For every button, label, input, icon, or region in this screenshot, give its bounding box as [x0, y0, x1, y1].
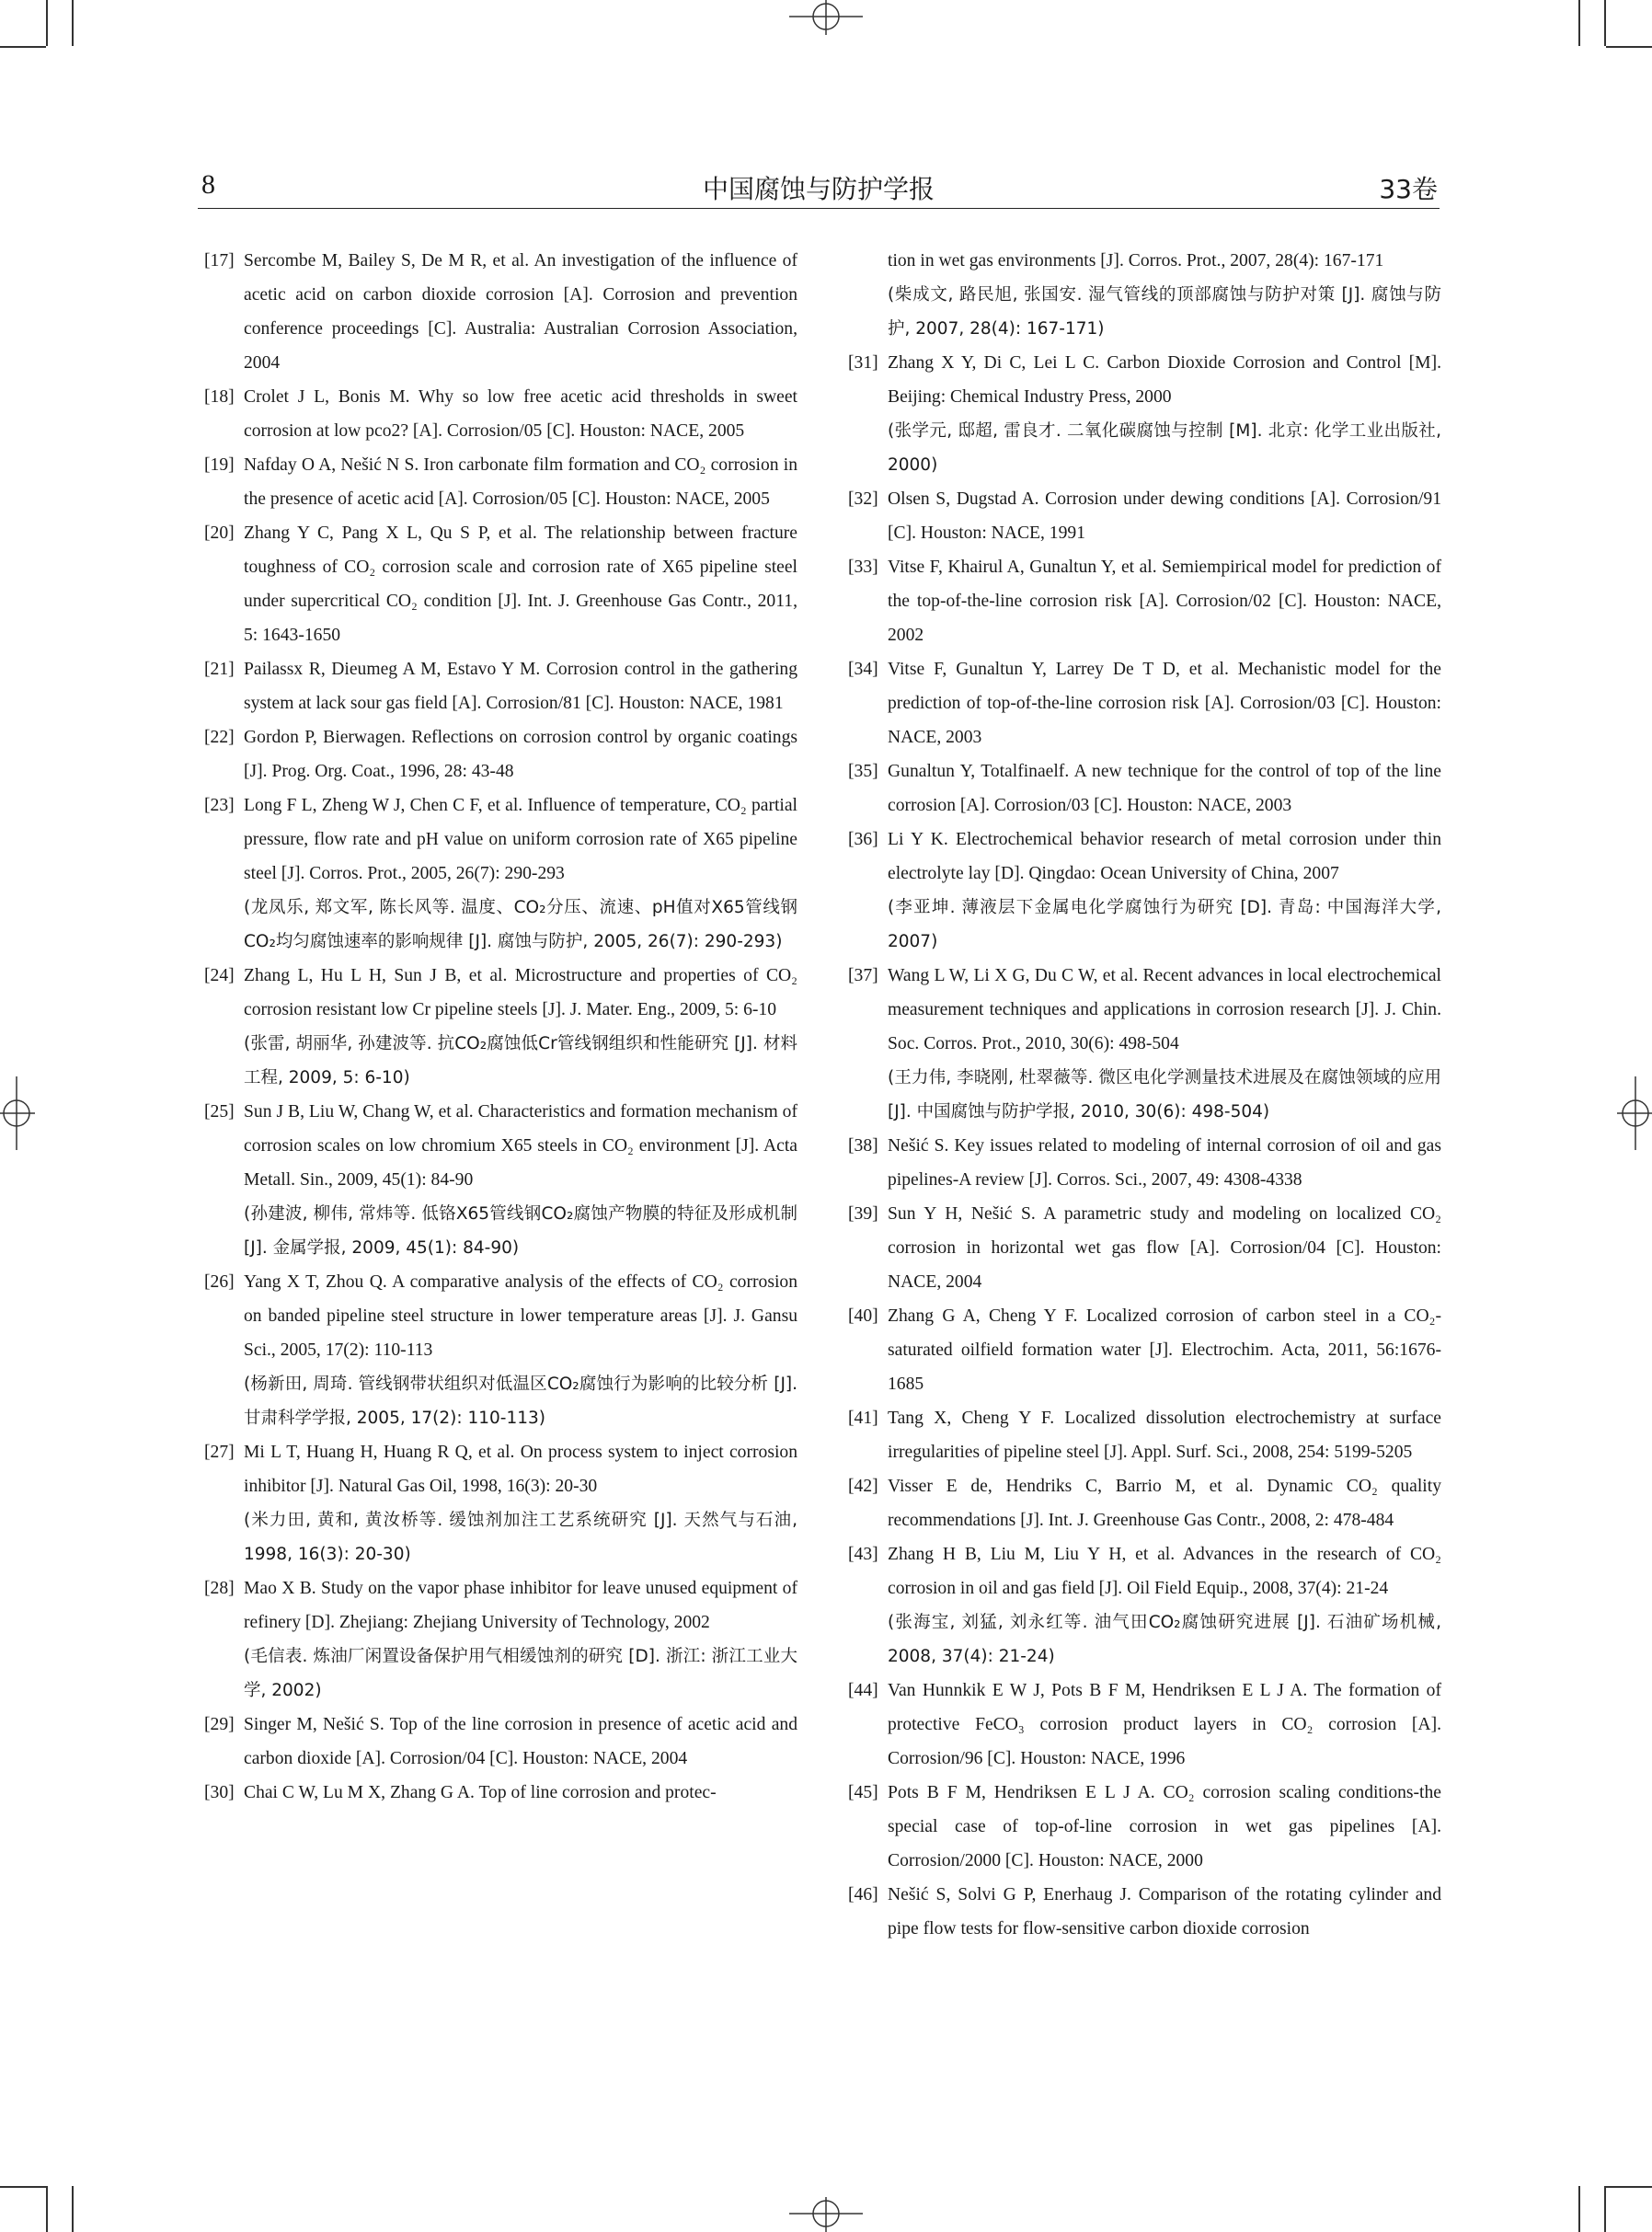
reference-english-text: Mao X B. Study on the vapor phase inhibitor for leave unused equipment of refinery [D]. Zhejiang: Zhejiang University of Technology, 2002	[244, 1579, 797, 1632]
reference-number: [18]	[204, 387, 235, 407]
reference-number: [22]	[204, 728, 235, 747]
reference-item	[848, 1299, 1441, 1401]
reference-item	[848, 1537, 1441, 1674]
reference-english-text: Visser E de, Hendriks C, Barrio M, et al. Dynamic CO₂ quality recommendations [J]. Int. J. Greenhouse Gas Contr., 2008, 2: 478-484	[888, 1477, 1441, 1530]
reference-number: [20]	[204, 523, 235, 543]
reference-item	[848, 1197, 1441, 1299]
page-number: 8	[201, 169, 215, 200]
reference-number: [42]	[848, 1477, 878, 1496]
reference-number: [43]	[848, 1545, 878, 1564]
reference-number: [32]	[848, 489, 878, 509]
reference-item	[204, 652, 797, 720]
reference-english-text: Gunaltun Y, Totalfinaelf. A new technique for the control of top of the line corrosion [A]. Corrosion/03 [C]. Houston: NACE, 2003	[888, 762, 1441, 815]
reference-chinese-text: (龙凤乐, 郑文军, 陈长风等. 温度、CO₂分压、流速、pH值对X65管线钢CO₂均匀腐蚀速率的影响规律 [J]. 腐蚀与防护, 2005, 26(7): 290-293)	[244, 898, 797, 951]
reference-item	[848, 482, 1441, 550]
reference-item	[848, 550, 1441, 652]
reference-number: [37]	[848, 966, 878, 985]
reference-number: [29]	[204, 1715, 235, 1734]
reference-chinese-text: (米力田, 黄和, 黄汝桥等. 缓蚀剂加注工艺系统研究 [J]. 天然气与石油, 1998, 16(3): 20-30)	[244, 1511, 797, 1564]
reference-item	[848, 1674, 1441, 1776]
reference-item	[204, 448, 797, 516]
reference-number: [36]	[848, 830, 878, 849]
reference-english-text: Sercombe M, Bailey S, De M R, et al. An investigation of the influence of acetic acid on carbon dioxide corrosion [A]. Corrosion and prevention conference proceedings [C]. Australia: Australian Corrosion Association, 2004	[244, 251, 797, 373]
reference-continuation-english: tion in wet gas environments [J]. Corros. Prot., 2007, 28(4): 167-171	[888, 251, 1384, 270]
reference-number: [39]	[848, 1204, 878, 1224]
reference-english-text: Vitse F, Khairul A, Gunaltun Y, et al. Semiempirical model for prediction of the top-of-the-line corrosion risk [A]. Corrosion/02 [C]. Houston: NACE, 2002	[888, 558, 1441, 645]
reference-continuation-chinese: (柴成文, 路民旭, 张国安. 湿气管线的顶部腐蚀与防护对策 [J]. 腐蚀与防护, 2007, 28(4): 167-171)	[888, 285, 1441, 339]
reference-english-text: Tang X, Cheng Y F. Localized dissolution electrochemistry at surface irregularities of pipeline steel [J]. Appl. Surf. Sci., 2008, 254: 5199-5205	[888, 1409, 1441, 1462]
reference-number: [38]	[848, 1136, 878, 1156]
reference-english-text: Wang L W, Li X G, Du C W, et al. Recent advances in local electrochemical measurement techniques and applications in corrosion research [J]. J. Chin. Soc. Corros. Prot., 2010, 30(6): 498-504	[888, 966, 1441, 1053]
reference-number: [35]	[848, 762, 878, 781]
reference-number: [25]	[204, 1102, 235, 1122]
reference-number: [28]	[204, 1579, 235, 1598]
reference-item	[848, 754, 1441, 823]
reference-item	[204, 720, 797, 788]
volume-label: 33卷	[1379, 174, 1438, 204]
reference-english-text: Chai C W, Lu M X, Zhang G A. Top of line corrosion and protec-	[244, 1783, 717, 1802]
reference-english-text: Li Y K. Electrochemical behavior research of metal corrosion under thin electrolyte lay [D]. Qingdao: Ocean University of China, 2007	[888, 830, 1441, 883]
reference-number: [40]	[848, 1306, 878, 1326]
reference-number: [34]	[848, 660, 878, 679]
reference-item	[848, 346, 1441, 482]
reference-english-text: Crolet J L, Bonis M. Why so low free acetic acid thresholds in sweet corrosion at low pco2? [A]. Corrosion/05 [C]. Houston: NACE, 2005	[244, 387, 797, 441]
reference-item	[848, 823, 1441, 959]
reference-item	[848, 959, 1441, 1129]
reference-item	[204, 1265, 797, 1435]
reference-number: [23]	[204, 796, 235, 815]
reference-chinese-text: (李亚坤. 薄液层下金属电化学腐蚀行为研究 [D]. 青岛: 中国海洋大学, 2007)	[888, 898, 1441, 951]
reference-english-text: Vitse F, Gunaltun Y, Larrey De T D, et al. Mechanistic model for the prediction of top-of-the-line corrosion risk [A]. Corrosion/03 [C]. Houston: NACE, 2003	[888, 660, 1441, 747]
reference-number: [45]	[848, 1783, 878, 1802]
reference-item	[204, 1435, 797, 1571]
reference-number: [33]	[848, 558, 878, 577]
reference-item	[848, 1776, 1441, 1878]
reference-item	[204, 380, 797, 448]
reference-english-text: Olsen S, Dugstad A. Corrosion under dewing conditions [A]. Corrosion/91 [C]. Houston: NACE, 1991	[888, 489, 1441, 543]
reference-english-text: Pailassx R, Dieumeg A M, Estavo Y M. Corrosion control in the gathering system at lack sour gas field [A]. Corrosion/81 [C]. Houston: NACE, 1981	[244, 660, 797, 713]
journal-title: 中国腐蚀与防护学报	[702, 174, 935, 204]
reference-english-text: Zhang X Y, Di C, Lei L C. Carbon Dioxide Corrosion and Control [M]. Beijing: Chemical Industry Press, 2000	[888, 353, 1441, 407]
reference-number: [21]	[204, 660, 235, 679]
registration-mark-bottom	[780, 2195, 872, 2232]
reference-number: [41]	[848, 1409, 878, 1428]
reference-chinese-text: (杨新田, 周琦. 管线钢带状组织对低温区CO₂腐蚀行为影响的比较分析 [J]. 甘肃科学学报, 2005, 17(2): 110-113)	[244, 1375, 797, 1428]
reference-chinese-text: (王力伟, 李晓刚, 杜翠薇等. 微区电化学测量技术进展及在腐蚀领域的应用 [J]. 中国腐蚀与防护学报, 2010, 30(6): 498-504)	[888, 1068, 1441, 1122]
reference-item	[204, 959, 797, 1095]
reference-number: [30]	[204, 1783, 235, 1802]
reference-item	[204, 244, 797, 380]
reference-continuation	[848, 244, 1441, 346]
reference-english-text: Nešić S. Key issues related to modeling of internal corrosion of oil and gas pipelines-A review [J]. Corros. Sci., 2007, 49: 4308-4338	[888, 1136, 1441, 1190]
registration-mark-top	[780, 0, 872, 37]
reference-item	[204, 1776, 797, 1810]
reference-item	[848, 1129, 1441, 1197]
reference-number: [46]	[848, 1885, 878, 1904]
reference-english-text: Nešić S, Solvi G P, Enerhaug J. Comparison of the rotating cylinder and pipe flow tests for flow-sensitive carbon dioxide corrosion	[888, 1885, 1441, 1939]
reference-item	[848, 1401, 1441, 1469]
reference-item	[204, 1708, 797, 1776]
reference-chinese-text: (毛信表. 炼油厂闲置设备保护用气相缓蚀剂的研究 [D]. 浙江: 浙江工业大学, 2002)	[244, 1647, 797, 1700]
reference-chinese-text: (张学元, 邸超, 雷良才. 二氧化碳腐蚀与控制 [M]. 北京: 化学工业出版社, 2000)	[888, 421, 1441, 475]
reference-number: [44]	[848, 1681, 878, 1700]
reference-item	[204, 516, 797, 652]
reference-chinese-text: (张海宝, 刘猛, 刘永红等. 油气田CO₂腐蚀研究进展 [J]. 石油矿场机械, 2008, 37(4): 21-24)	[888, 1613, 1441, 1666]
reference-item	[848, 652, 1441, 754]
running-header	[198, 164, 1440, 209]
reference-item	[204, 788, 797, 959]
reference-item	[848, 1469, 1441, 1537]
reference-english-text: Gordon P, Bierwagen. Reflections on corrosion control by organic coatings [J]. Prog. Org. Coat., 1996, 28: 43-48	[244, 728, 797, 781]
reference-english-text: Pots B F M, Hendriksen E L J A. CO₂ corrosion scaling conditions-the special case of top-of-line corrosion in wet gas pipelines [A]. Corrosion/2000 [C]. Houston: NACE, 2000	[888, 1783, 1441, 1870]
reference-item	[204, 1571, 797, 1708]
reference-number: [24]	[204, 966, 235, 985]
registration-mark-right	[1615, 1067, 1652, 1159]
reference-english-text: Zhang L, Hu L H, Sun J B, et al. Microstructure and properties of CO₂ corrosion resistant low Cr pipeline steels [J]. J. Mater. Eng., 2009, 5: 6-10	[244, 966, 797, 1019]
registration-mark-left	[0, 1067, 37, 1159]
reference-chinese-text: (张雷, 胡丽华, 孙建波等. 抗CO₂腐蚀低Cr管线钢组织和性能研究 [J]. 材料工程, 2009, 5: 6-10)	[244, 1034, 797, 1087]
reference-number: [31]	[848, 353, 878, 373]
references-left-column	[204, 244, 797, 1810]
reference-chinese-text: (孙建波, 柳伟, 常炜等. 低铬X65管线钢CO₂腐蚀产物膜的特征及形成机制 [J]. 金属学报, 2009, 45(1): 84-90)	[244, 1204, 797, 1258]
reference-item	[204, 1095, 797, 1265]
reference-english-text: Mi L T, Huang H, Huang R Q, et al. On process system to inject corrosion inhibitor [J]. Natural Gas Oil, 1998, 16(3): 20-30	[244, 1443, 797, 1496]
reference-english-text: Zhang Y C, Pang X L, Qu S P, et al. The relationship between fracture toughness of CO₂ corrosion scale and corrosion rate of X65 pipeline steel under supercritical CO₂ condition [J]. Int. J. Greenhouse Gas Contr., 2011, 5: 1643-1650	[244, 523, 797, 645]
reference-number: [19]	[204, 455, 235, 475]
reference-english-text: Van Hunnkik E W J, Pots B F M, Hendriksen E L J A. The formation of protective FeCO₃ corrosion product layers in CO₂ corrosion [A]. Corrosion/96 [C]. Houston: NACE, 1996	[888, 1681, 1441, 1768]
reference-number: [27]	[204, 1443, 235, 1462]
references-right-column	[848, 244, 1441, 1946]
reference-english-text: Zhang H B, Liu M, Liu Y H, et al. Advances in the research of CO₂ corrosion in oil and gas field [J]. Oil Field Equip., 2008, 37(4): 21-24	[888, 1545, 1441, 1598]
reference-english-text: Sun J B, Liu W, Chang W, et al. Characteristics and formation mechanism of corrosion scales on low chromium X65 steels in CO₂ environment [J]. Acta Metall. Sin., 2009, 45(1): 84-90	[244, 1102, 797, 1190]
reference-item	[848, 1878, 1441, 1946]
reference-english-text: Sun Y H, Nešić S. A parametric study and modeling on localized CO₂ corrosion in horizontal wet gas flow [A]. Corrosion/04 [C]. Houston: NACE, 2004	[888, 1204, 1441, 1292]
reference-english-text: Long F L, Zheng W J, Chen C F, et al. Influence of temperature, CO₂ partial pressure, flow rate and pH value on uniform corrosion rate of X65 pipeline steel [J]. Corros. Prot., 2005, 26(7): 290-293	[244, 796, 797, 883]
reference-english-text: Nafday O A, Nešić N S. Iron carbonate film formation and CO₂ corrosion in the presence of acetic acid [A]. Corrosion/05 [C]. Houston: NACE, 2005	[244, 455, 797, 509]
reference-number: [17]	[204, 251, 235, 270]
reference-english-text: Singer M, Nešić S. Top of the line corrosion in presence of acetic acid and carbon dioxide [A]. Corrosion/04 [C]. Houston: NACE, 2004	[244, 1715, 797, 1768]
reference-english-text: Yang X T, Zhou Q. A comparative analysis of the effects of CO₂ corrosion on banded pipeline steel structure in lower temperature areas [J]. J. Gansu Sci., 2005, 17(2): 110-113	[244, 1272, 797, 1360]
reference-english-text: Zhang G A, Cheng Y F. Localized corrosion of carbon steel in a CO₂-saturated oilfield formation water [J]. Electrochim. Acta, 2011, 56:1676-1685	[888, 1306, 1441, 1394]
reference-number: [26]	[204, 1272, 235, 1292]
